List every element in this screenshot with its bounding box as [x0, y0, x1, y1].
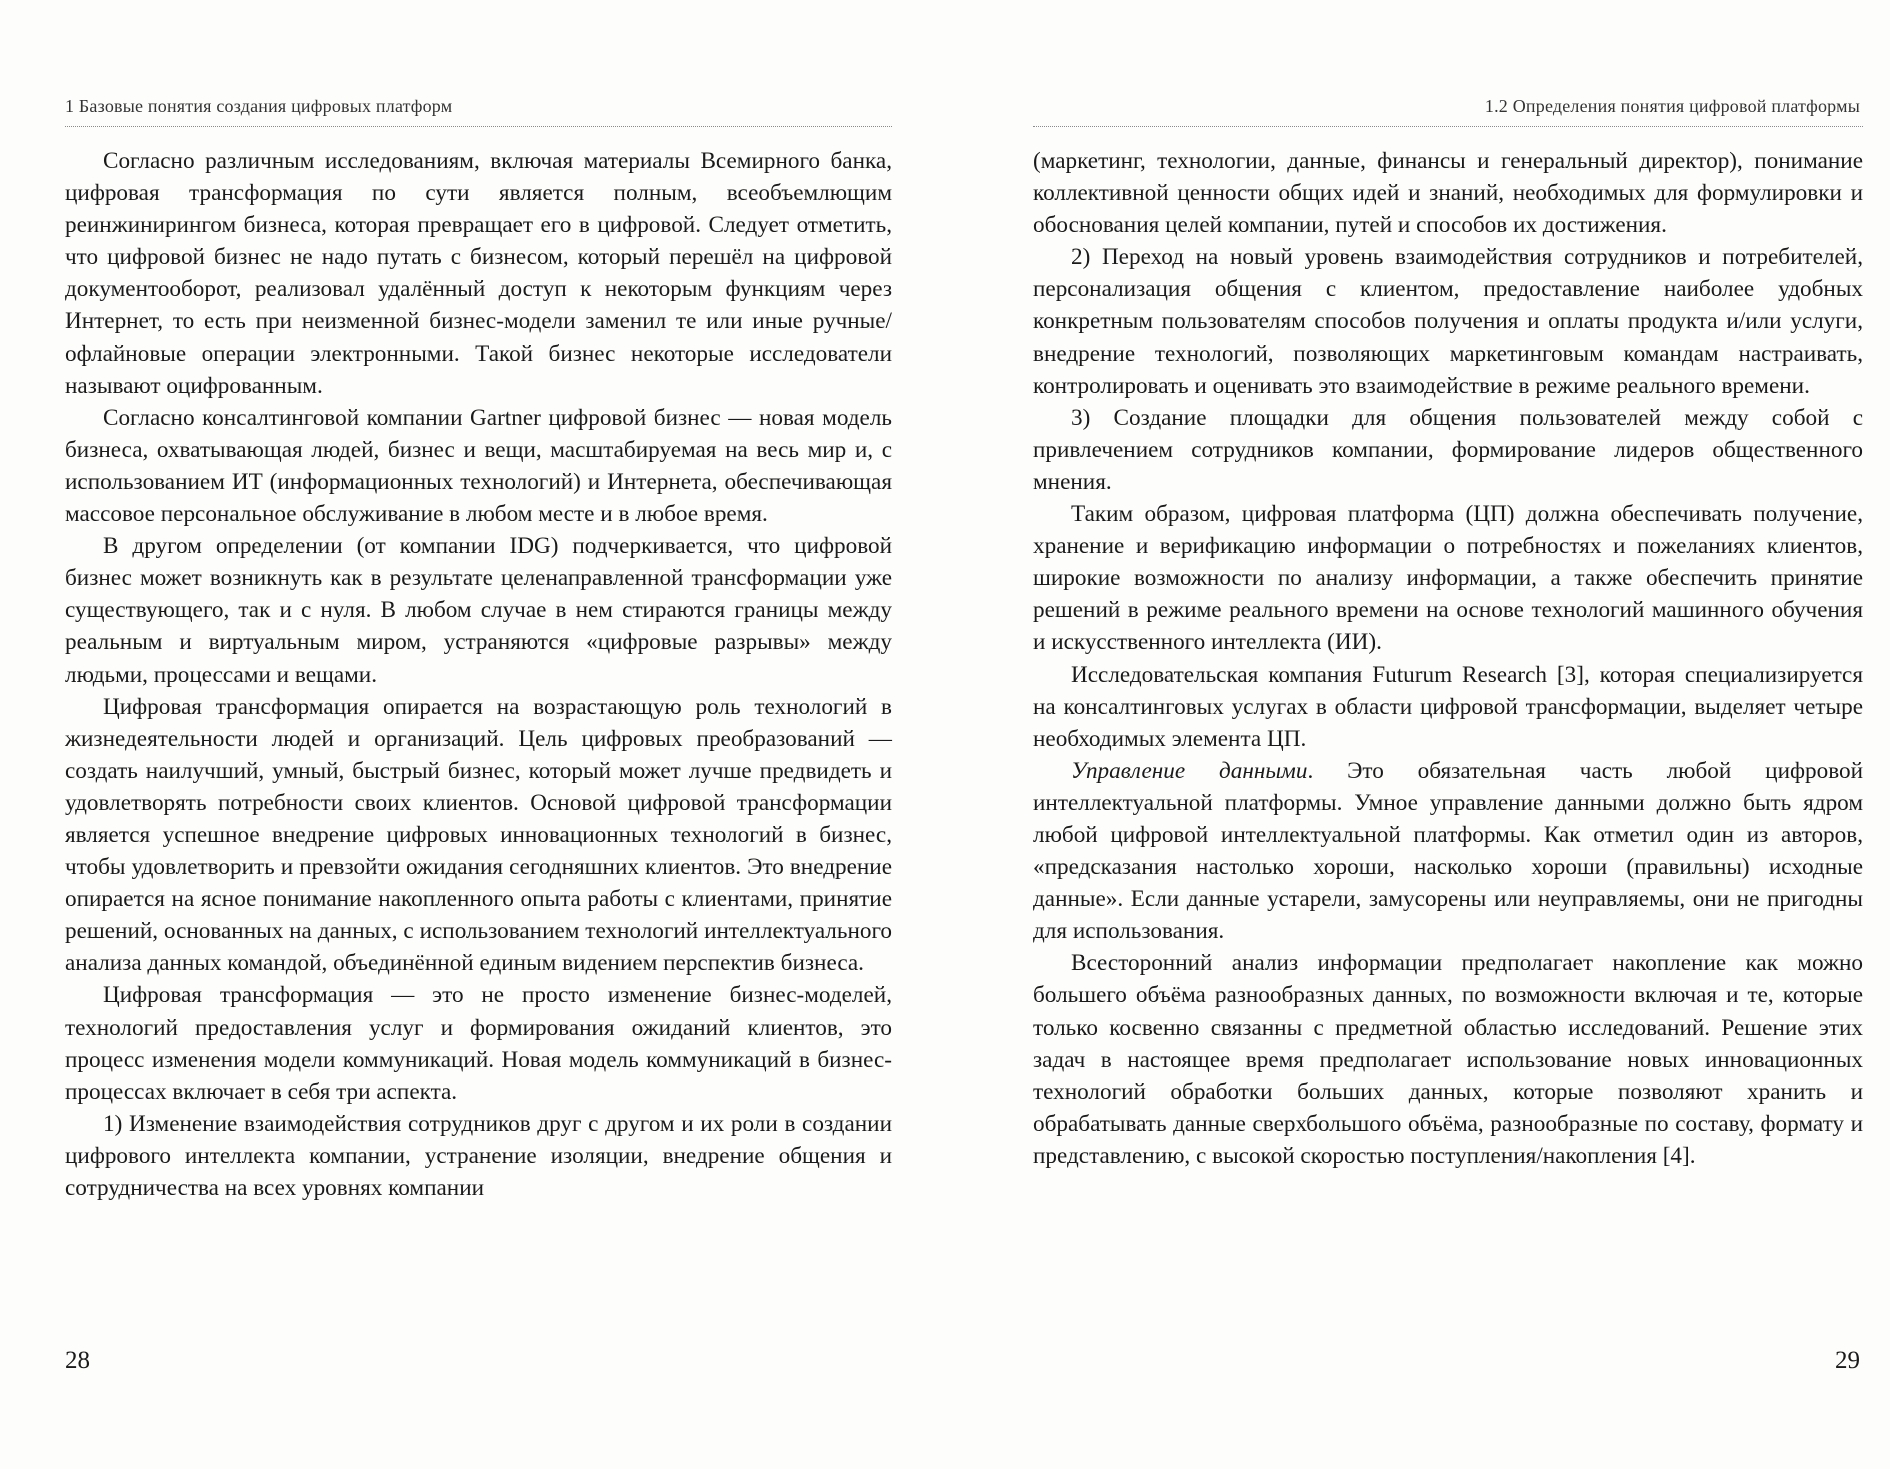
paragraph-text: . Это обязательная часть любой цифровой интеллектуальной платформы. Умное управление данными должно быть ядром любой цифровой интеллектуальной платформы. Как отметил один из авторов, «предсказания настолько хороши, насколько хороши (правильны) исходные данные». Если данные устарели, замусорены или неуправляемы, они не пригодны для использования.: [1033, 757, 1863, 945]
page-body: [65, 145, 892, 1204]
running-head: 1 Базовые понятия создания цифровых платформ: [65, 96, 453, 116]
paragraph: В другом определении (от компании IDG) подчеркивается, что цифровой бизнес может возникнуть как в результате целенаправленной трансформации уже существующего, так и с нуля. В любом случае в нем стираются границы между реальным и виртуальным миром, устраняются «цифровые разрывы» между людьми, процессами и вещами.: [65, 533, 892, 688]
paragraph-data-management: [1033, 755, 1863, 948]
running-head: 1.2 Определения понятия цифровой платформы: [1484, 96, 1860, 116]
paragraph: 3) Создание площадки для общения пользователей между собой с привлечением сотрудников компании, формирование лидеров общественного мнения.: [1033, 404, 1863, 495]
paragraph: Исследовательская компания Futurum Research [3], которая специализируется на консалтинговых услугах в области цифровой трансформации, выделяет четыре необходимых элемента ЦП.: [1033, 661, 1863, 752]
paragraph: Цифровая трансформация опирается на возрастающую роль технологий в жизнедеятельности людей и организаций. Цель цифровых преобразований — создать наилучший, умный, быстрый бизнес, который может лучше предвидеть и удовлетворять потребности своих клиентов. Основой цифровой трансформации является успешное внедрение цифровых инновационных технологий в бизнес, чтобы удовлетворить и превзойти ожидания сегодняшних клиентов. Это внедрение опирается на ясное понимание накопленного опыта работы с клиентами, принятие решений, основанных на данных, с использованием технологий интеллектуального анализа данных командой, объединённой единым видением перспектив бизнеса.: [65, 693, 892, 977]
header-rule: [65, 126, 892, 127]
paragraph: 2) Переход на новый уровень взаимодействия сотрудников и потребителей, персонализация общения с клиентом, предоставление наиболее удобных конкретным пользователям способов получения и оплаты продукта и/или услуги, внедрение технологий, позволяющих маркетинговым командам настраивать, контролировать и оценивать это взаимодействие в режиме реального времени.: [1033, 244, 1863, 399]
paragraph: (маркетинг, технологии, данные, финансы и генеральный директор), понимание коллективной ценности общих идей и знаний, необходимых для формулировки и обоснования целей компании, путей и способов их достижения.: [1033, 148, 1863, 239]
page-body: [1033, 145, 1863, 1172]
paragraph: Всесторонний анализ информации предполагает накопление как можно большего объёма разнообразных данных, по возможности включая и те, которые только косвенно связанны с предметной областью исследований. Решение этих задач в настоящее время предполагает использование новых инновационных технологий обработки больших данных, которые позволяют хранить и обрабатывать данные сверхбольшого объёма, разнообразные по составу, формату и представлению, с высокой скоростью поступления/накопления [4].: [1033, 950, 1863, 1169]
paragraph: 1) Изменение взаимодействия сотрудников друг с другом и их роли в создании цифрового интеллекта компании, устранение изоляции, внедрение общения и сотрудничества на всех уровнях компании: [65, 1110, 892, 1201]
right-page: [945, 0, 1890, 1469]
paragraph: Цифровая трансформация — это не просто изменение бизнес-моделей, технологий предоставления услуг и формирования ожиданий клиентов, это процесс изменения модели коммуникаций. Новая модель коммуникаций в бизнес-процессах включает в себя три аспекта.: [65, 982, 892, 1105]
paragraph: Согласно различным исследованиям, включая материалы Всемирного банка, цифровая трансформация по сути является полным, всеобъемлющим реинжинирингом бизнеса, которая превращает его в цифровой. Следует отметить, что цифровой бизнес не надо путать с бизнесом, который перешёл на цифровой документооборот, реализовал удалённый доступ к некоторым функциям через Интернет, то есть при неизменной бизнес-модели заменил те или иные ручные/офлайновые операции электронными. Такой бизнес некоторые исследователи называют оцифрованным.: [65, 148, 892, 399]
italic-term: Управление данными: [1071, 757, 1308, 784]
header-rule: [1033, 126, 1863, 127]
page-number: 28: [65, 1347, 90, 1374]
page-number: 29: [1835, 1347, 1860, 1374]
paragraph: Таким образом, цифровая платформа (ЦП) должна обеспечивать получение, хранение и верификацию информации о потребностях и пожеланиях клиентов, широкие возможности по анализу информации, а также обеспечить принятие решений в режиме реального времени на основе технологий машинного обучения и искусственного интеллекта (ИИ).: [1033, 501, 1863, 656]
paragraph: Согласно консалтинговой компании Gartner цифровой бизнес — новая модель бизнеса, охватывающая людей, бизнес и вещи, масштабируемая на весь мир и, с использованием ИТ (информационных технологий) и Интернета, обеспечивающая массовое персональное обслуживание в любом месте и в любое время.: [65, 404, 892, 528]
